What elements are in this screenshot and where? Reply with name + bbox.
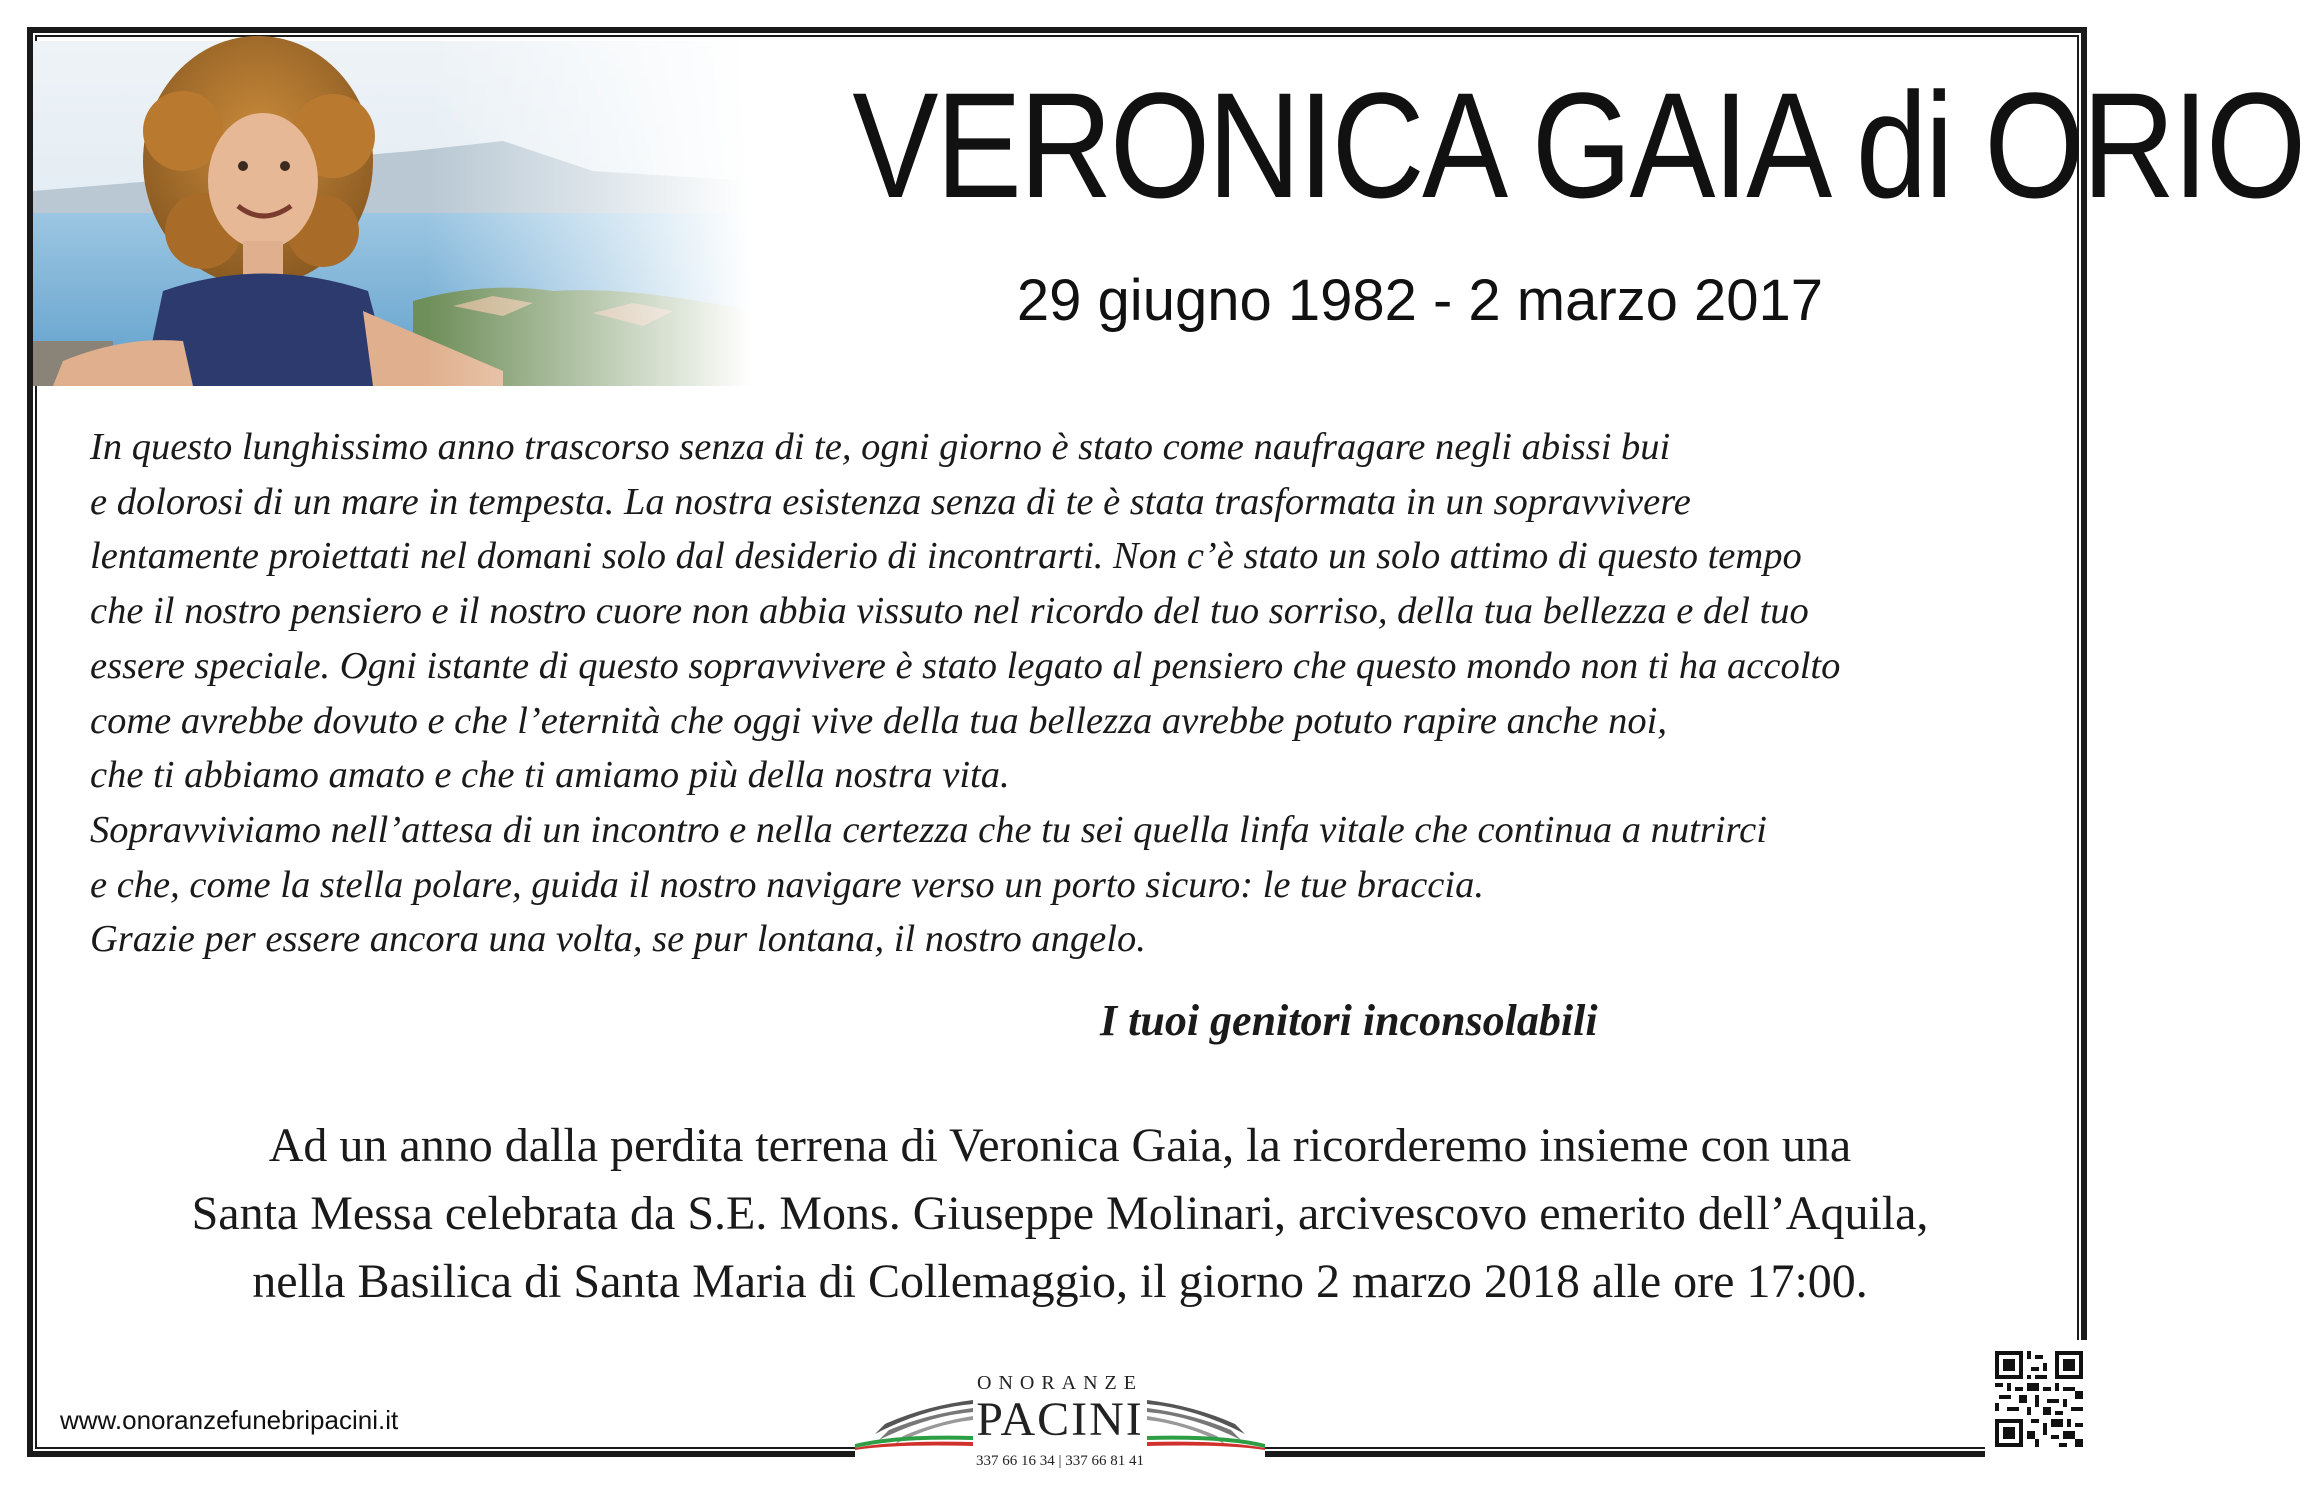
notice-line: Ad un anno dalla perdita terrena di Veronica Gaia, la ricorderemo insieme con una xyxy=(268,1119,1852,1172)
memorial-text xyxy=(90,420,2080,967)
memorial-line: Grazie per essere ancora una volta, se pur lontana, il nostro angelo. xyxy=(90,918,1146,961)
memorial-line: essere speciale. Ogni istante di questo sopravvivere è stato legato al pensiero che questo mondo non ti ha accolto xyxy=(90,644,1841,687)
mass-notice xyxy=(40,1112,2080,1316)
memorial-line: e che, come la stella polare, guida il nostro navigare verso un porto sicuro: le tue braccia. xyxy=(90,863,1484,906)
life-dates: 29 giugno 1982 - 2 marzo 2017 xyxy=(1016,268,1824,333)
logo-main-text: PACINI xyxy=(976,1393,1144,1446)
memorial-line: che ti abbiamo amato e che ti amiamo più della nostra vita. xyxy=(90,754,1010,797)
memorial-line: che il nostro pensiero e il nostro cuore non abbia vissuto nel ricordo del tuo sorriso, della tua bellezza e del tuo xyxy=(90,590,1809,633)
memorial-line: come avrebbe dovuto e che l’eternità che oggi vive della tua bellezza avrebbe potuto rapire anche noi, xyxy=(90,699,1667,742)
website-link[interactable]: www.onoranzefunebripacini.it xyxy=(60,1405,399,1435)
memorial-line: In questo lunghissimo anno trascorso senza di te, ogni giorno è stato come naufragare negli abissi bui xyxy=(90,426,1671,468)
portrait-photo xyxy=(33,41,751,386)
signature: I tuoi genitori inconsolabili xyxy=(1100,996,1598,1045)
logo-phone-numbers: 337 66 16 34 | 337 66 81 41 xyxy=(975,1453,1144,1469)
deceased-name: VERONICA GAIA di ORIO xyxy=(852,61,2304,229)
notice-line: nella Basilica di Santa Maria di Collemaggio, il giorno 2 marzo 2018 alle ore 17:00. xyxy=(252,1255,1868,1308)
memorial-line: lentamente proiettati nel domani solo dal desiderio di incontrarti. Non c’è stato un solo attimo di questo tempo xyxy=(90,535,1802,578)
memorial-line: Sopravviviamo nell’attesa di un incontro e nella certezza che tu sei quella linfa vitale che continua a nutrirci xyxy=(90,808,1767,851)
logo-top-text: ONORANZE xyxy=(977,1372,1143,1394)
notice-line: Santa Messa celebrata da S.E. Mons. Giuseppe Molinari, arcivescovo emerito dell’Aquila, xyxy=(191,1187,1929,1240)
funeral-home-logo xyxy=(855,1372,1265,1472)
memorial-line: e dolorosi di un mare in tempesta. La nostra esistenza senza di te è stata trasformata in un sopravvivere xyxy=(90,480,1691,523)
qr-code-icon[interactable] xyxy=(1995,1350,2083,1448)
